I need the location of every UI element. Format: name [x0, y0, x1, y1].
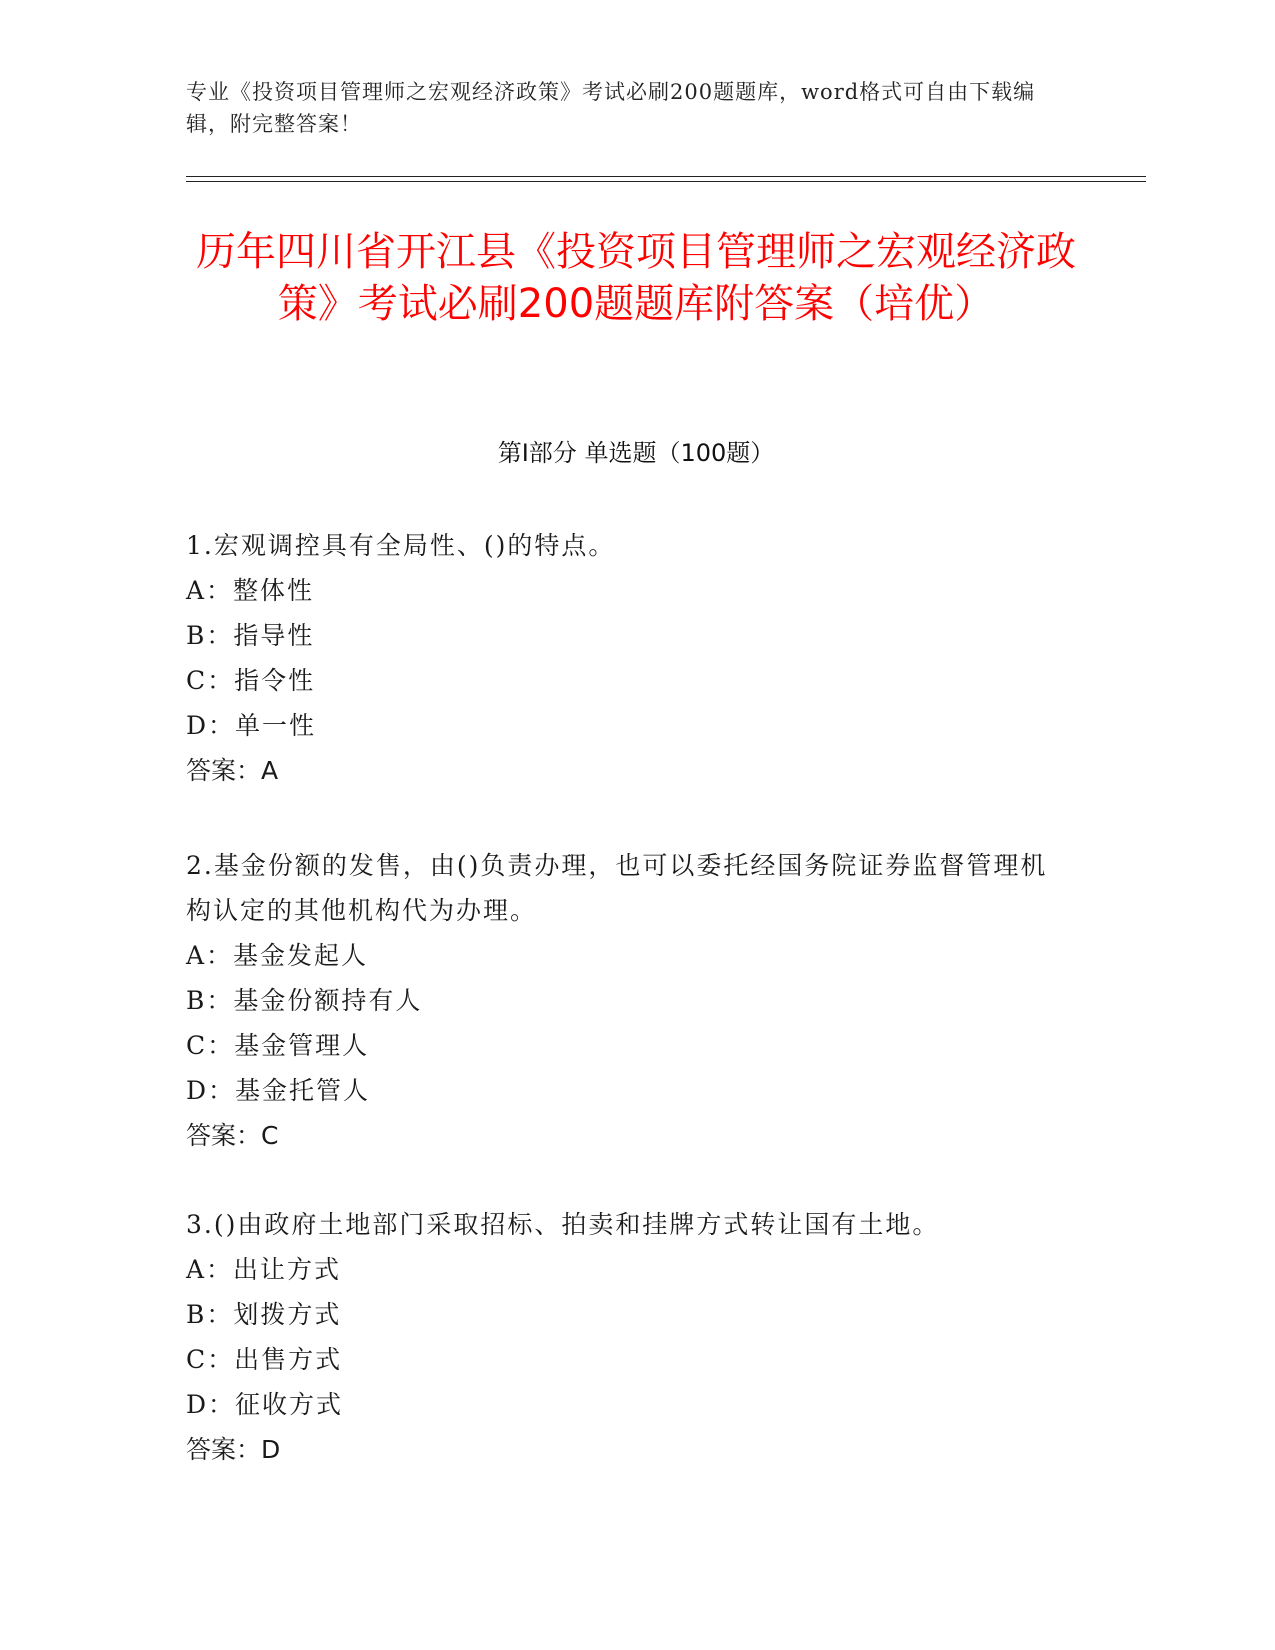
question-stem: 3.()由政府土地部门采取招标、拍卖和挂牌方式转让国有土地。 — [186, 1210, 940, 1239]
question-block — [186, 523, 1066, 793]
option-c: C：指令性 — [186, 666, 316, 695]
answer-line: 答案：A — [186, 756, 279, 785]
option-c: C：基金管理人 — [186, 1031, 370, 1060]
option-a: A：基金发起人 — [186, 941, 369, 970]
option-a: A：整体性 — [186, 576, 315, 605]
option-b: B：基金份额持有人 — [186, 986, 423, 1015]
question-block — [186, 843, 1066, 1158]
question-stem: 2.基金份额的发售，由()负责办理，也可以委托经国务院证券监督管理机构认定的其他机构代为办理。 — [186, 851, 1048, 925]
question-stem: 1.宏观调控具有全局性、()的特点。 — [186, 531, 616, 560]
question-block — [186, 1202, 1066, 1472]
header-note: 专业《投资项目管理师之宏观经济政策》考试必刷200题题库，word格式可自由下载编辑，附完整答案！ — [186, 80, 1036, 136]
option-b: B：划拨方式 — [186, 1300, 342, 1329]
header-divider-top — [186, 176, 1146, 177]
option-c: C：出售方式 — [186, 1345, 343, 1374]
section-heading: 第I部分 单选题（100题） — [497, 439, 775, 467]
answer-line: 答案：D — [186, 1435, 281, 1464]
option-b: B：指导性 — [186, 621, 315, 650]
header-divider-bottom — [186, 181, 1146, 182]
option-a: A：出让方式 — [186, 1255, 342, 1284]
answer-line: 答案：C — [186, 1121, 279, 1150]
option-d: D：征收方式 — [186, 1390, 344, 1419]
option-d: D：单一性 — [186, 711, 317, 740]
document-title: 历年四川省开江县《投资项目管理师之宏观经济政策》考试必刷200题题库附答案（培优） — [196, 229, 1076, 327]
option-d: D：基金托管人 — [186, 1076, 371, 1105]
